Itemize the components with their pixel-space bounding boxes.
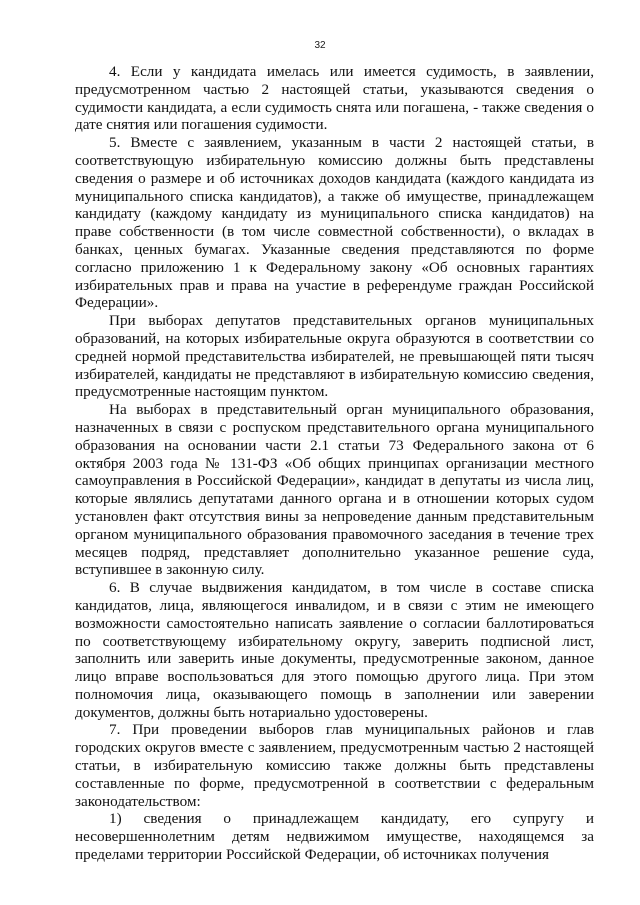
paragraph-dissolved-body-elections: На выборах в представительный орган муниципального образования, назначенных в связи с роспуском представительного органа муниципального образования на основании части 2.1 статьи 73 Федерального закона от 6 октября 2003 года № 131-ФЗ «Об общих принципах организации местного самоуправления в Российской Федерации», кандидат в депутаты из числа лиц, которые являлись депутатами данного органа и в отношении которых судом установлен факт отсутствия вины за непроведение данным представительным органом муниципального образования правомочного заседания в течение трех месяцев подряд, представляет дополнительно указанное решение суда, вступившее в законную силу. [75,401,594,579]
paragraph-item-6-disabled-candidates: 6. В случае выдвижения кандидатом, в том числе в составе списка кандидатов, лица, являющегося инвалидом, и в связи с этим не имеющего возможности самостоятельно написать заявление о согласии баллотироваться по соответствующему избирательному округу, заверить подписной лист, заполнить или заверить иные документы, предусмотренные законом, данное лицо вправе воспользоваться для этого помощью другого лица. При этом полномочия лица, оказывающего помощь в заполнении или заверении документов, должны быть нотариально удостоверены. [75,579,594,721]
paragraph-item-5-income-property: 5. Вместе с заявлением, указанным в части 2 настоящей статьи, в соответствующую избирательную комиссию должны быть представлены сведения о размере и об источниках доходов кандидата (каждого кандидата из муниципального списка кандидатов), а также об имуществе, принадлежащем кандидату (каждому кандидату из муниципального списка кандидатов) на праве собственности (в том числе совместной собственности), о вкладах в банках, ценных бумагах. Указанные сведения представляются по форме согласно приложению 1 к Федеральному закону «Об основных гарантиях избирательных прав и права на участие в референдуме граждан Российской Федерации». [75,134,594,312]
document-body [75,63,594,864]
paragraph-item-7-heads-elections: 7. При проведении выборов глав муниципальных районов и глав городских округов вместе с заявлением, предусмотренным частью 2 настоящей статьи, в избирательную комиссию также должны быть представлены составленные по форме, предусмотренной в соответствии с федеральным законодательством: [75,721,594,810]
paragraph-subitem-1-foreign-property: 1) сведения о принадлежащем кандидату, его супругу и несовершеннолетним детям недвижимом имуществе, находящемся за пределами территории Российской Федерации, об источниках получения [75,810,594,864]
paragraph-item-4-criminal-record: 4. Если у кандидата имелась или имеется судимость, в заявлении, предусмотренном частью 2 настоящей статьи, указываются сведения о судимости кандидата, а если судимость снята или погашена, - также сведения о дате снятия или погашения судимости. [75,63,594,134]
paragraph-exemption-small-districts: При выборах депутатов представительных органов муниципальных образований, на которых избирательные округа образуются в соответствии со средней нормой представительства избирателей, не превышающей пяти тысяч избирателей, кандидаты не представляют в избирательную комиссию сведения, предусмотренные настоящим пунктом. [75,312,594,401]
page-number: 32 [314,40,326,51]
